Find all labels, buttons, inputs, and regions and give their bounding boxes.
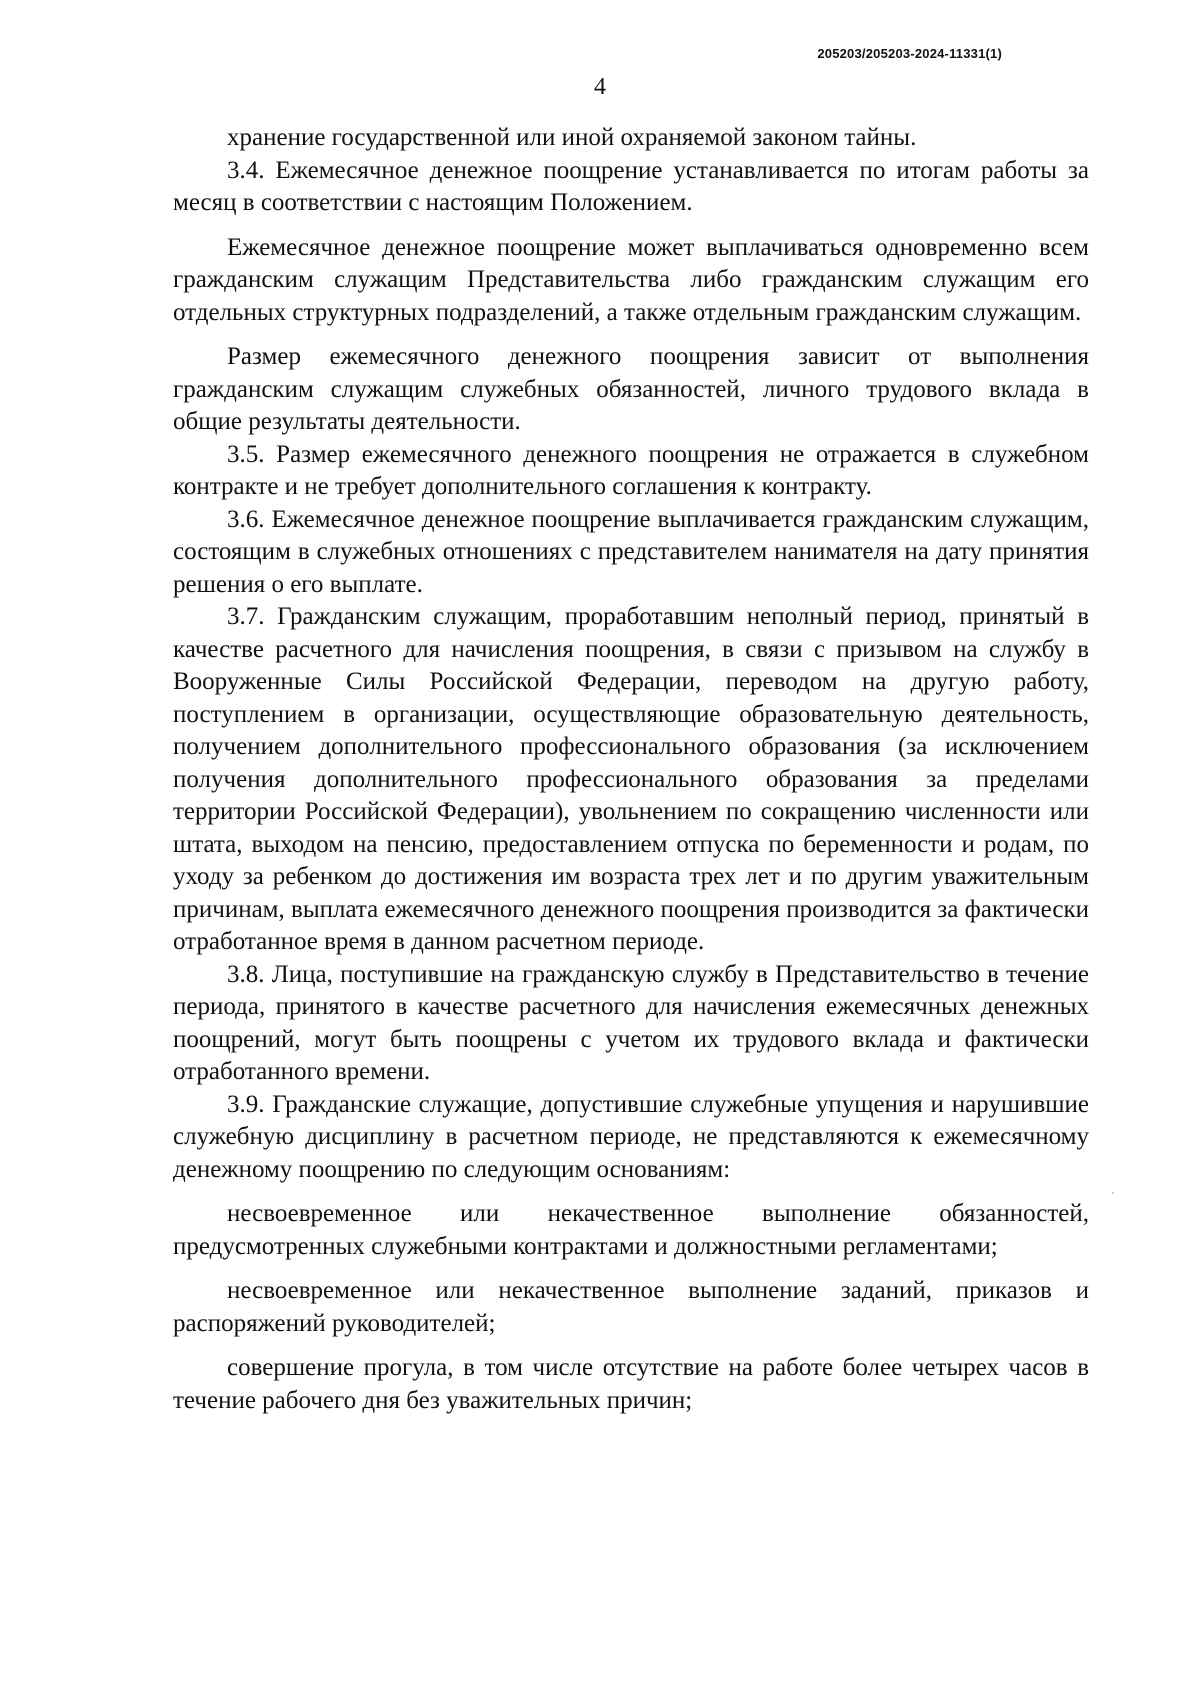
paragraph-3-9: 3.9. Гражданские служащие, допустившие служебные упущения и нарушившие служебную дисциплину в расчетном периоде, не представляются к ежемесячному денежному поощрению по следующим основаниям:	[173, 1090, 1089, 1183]
paragraph-3-4: 3.4. Ежемесячное денежное поощрение устанавливается по итогам работы за месяц в соответствии с настоящим Положением.	[173, 156, 1089, 216]
paragraph-3-4-amount-basis: Размер ежемесячного денежного поощрения зависит от выполнения гражданским служащим служебных обязанностей, личного трудового вклада в общие результаты деятельности.	[173, 343, 1089, 435]
document-registration-code: 205203/205203-2024-11331(1)	[817, 46, 1002, 61]
paragraph-3-8: 3.8. Лица, поступившие на гражданскую службу в Представительство в течение периода, принятого в качестве расчетного для начисления ежемесячных денежных поощрений, могут быть поощрены с учетом их трудового вклада и фактически отработанного времени.	[173, 960, 1089, 1085]
paragraph-3-4-payment-scope: Ежемесячное денежное поощрение может выплачиваться одновременно всем гражданским служащим Представительства либо гражданским служащим его отдельных структурных подразделений, а также отдельным гражданским служащим.	[173, 233, 1089, 326]
list-item-orders: несвоевременное или некачественное выполнение заданий, приказов и распоряжений руководителей;	[173, 1277, 1089, 1337]
list-item-absence: совершение прогула, в том числе отсутствие на работе более четырех часов в течение рабочего дня без уважительных причин;	[173, 1354, 1089, 1414]
paragraph-3-5: 3.5. Размер ежемесячного денежного поощрения не отражается в служебном контракте и не требует дополнительного соглашения к контракту.	[173, 440, 1089, 500]
document-body	[173, 122, 1089, 1417]
paragraph-3-7: 3.7. Гражданским служащим, проработавшим неполный период, принятый в качестве расчетного для начисления поощрения, в связи с призывом на службу в Вооруженные Силы Российской Федерации, переводом на другую работу, поступлением в организации, осуществляющие образовательную деятельность, получением дополнительного профессионального образования (за исключением получения дополнительного профессионального образования за пределами территории Российской Федерации), увольнением по сокращению численности или штата, выходом на пенсию, предоставлением отпуска по беременности и родам, по уходу за ребенком до достижения им возраста трех лет и по другим уважительным причинам, выплата ежемесячного денежного поощрения производится за фактически отработанное время в данном расчетном периоде.	[173, 603, 1089, 955]
page-number: 4	[594, 74, 606, 100]
paragraph-3-6: 3.6. Ежемесячное денежное поощрение выплачивается гражданским служащим, состоящим в служебных отношениях с представителем нанимателя на дату принятия решения о его выплате.	[173, 505, 1089, 598]
scan-dot	[1112, 1192, 1114, 1194]
list-item-duties: несвоевременное или некачественное выполнение обязанностей, предусмотренных служебными контрактами и должностными регламентами;	[173, 1200, 1089, 1260]
paragraph-continuation: хранение государственной или иной охраняемой законом тайны.	[227, 124, 917, 151]
